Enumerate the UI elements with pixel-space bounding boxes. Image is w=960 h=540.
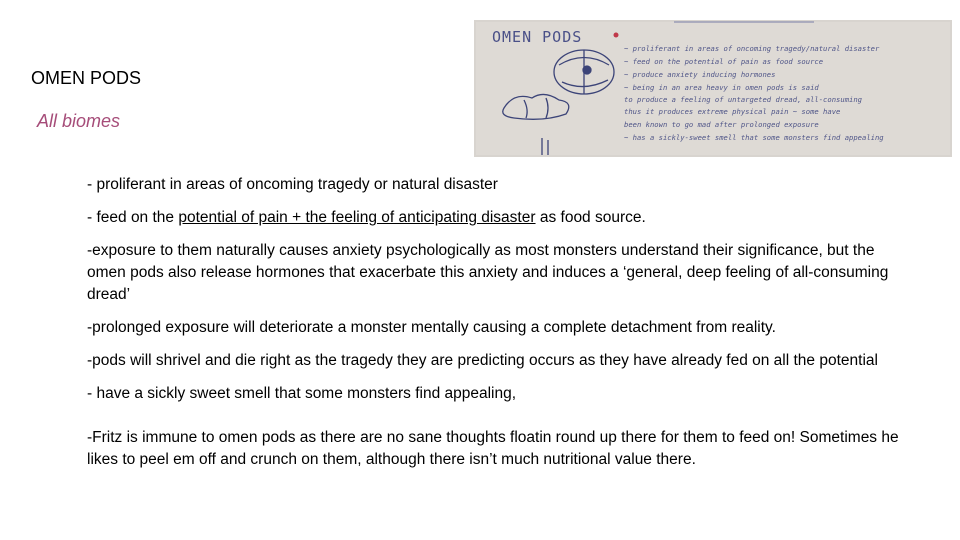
sketch-note: ~ feed on the potential of pain as food source [624, 57, 824, 66]
sketch-heading: OMEN PODS [492, 28, 583, 46]
bullet-smell: - have a sickly sweet smell that some monsters find appealing, [87, 385, 517, 402]
bullet-feed-suffix: as food source. [535, 209, 646, 226]
sketch-note: ~ being in an area heavy in omen pods is said [624, 83, 819, 92]
omen-pods-sketch-image [474, 20, 952, 157]
bullet-fritz: -Fritz is immune to omen pods as there are no sane thoughts floatin round up there for them to feed on! Sometimes he likes to peel em off and crunch on them, although there isn’t much nutritional value there. [87, 429, 899, 468]
bullet-shrivel: -pods will shrivel and die right as the tragedy they are predicting occurs as they have already fed on all the potential [87, 352, 878, 369]
bullet-exposure: -exposure to them naturally causes anxiety psychologically as most monsters understand their significance, but the omen pods also release hormones that exacerbate this anxiety and induces a ‘general, deep feeling of all-consuming dread’ [87, 242, 889, 303]
sketch-note: been known to go mad after prolonged exposure [624, 120, 819, 129]
slide-body [87, 174, 917, 482]
slide-title: OMEN PODS [31, 68, 142, 88]
bullet-prolonged: -prolonged exposure will deteriorate a monster mentally causing a complete detachment from reality. [87, 319, 776, 336]
sketch-note: ~ proliferant in areas of oncoming tragedy/natural disaster [624, 44, 880, 53]
bullet-feed-underlined: potential of pain + the feeling of anticipating disaster [178, 209, 536, 226]
sketch-note: to produce a feeling of untargeted dread, all-consuming [624, 95, 862, 104]
bullet-proliferant: - proliferant in areas of oncoming tragedy or natural disaster [87, 176, 498, 193]
sketch-note: thus it produces extreme physical pain ~ some have [624, 107, 841, 116]
slide-subtitle: All biomes [37, 111, 121, 131]
sketch-note: ~ has a sickly-sweet smell that some monsters find appealing [624, 133, 884, 142]
bullet-feed-prefix: - feed on the [87, 209, 179, 226]
sketch-note: ~ produce anxiety inducing hormones [624, 70, 776, 79]
bullet-feed [87, 207, 917, 229]
